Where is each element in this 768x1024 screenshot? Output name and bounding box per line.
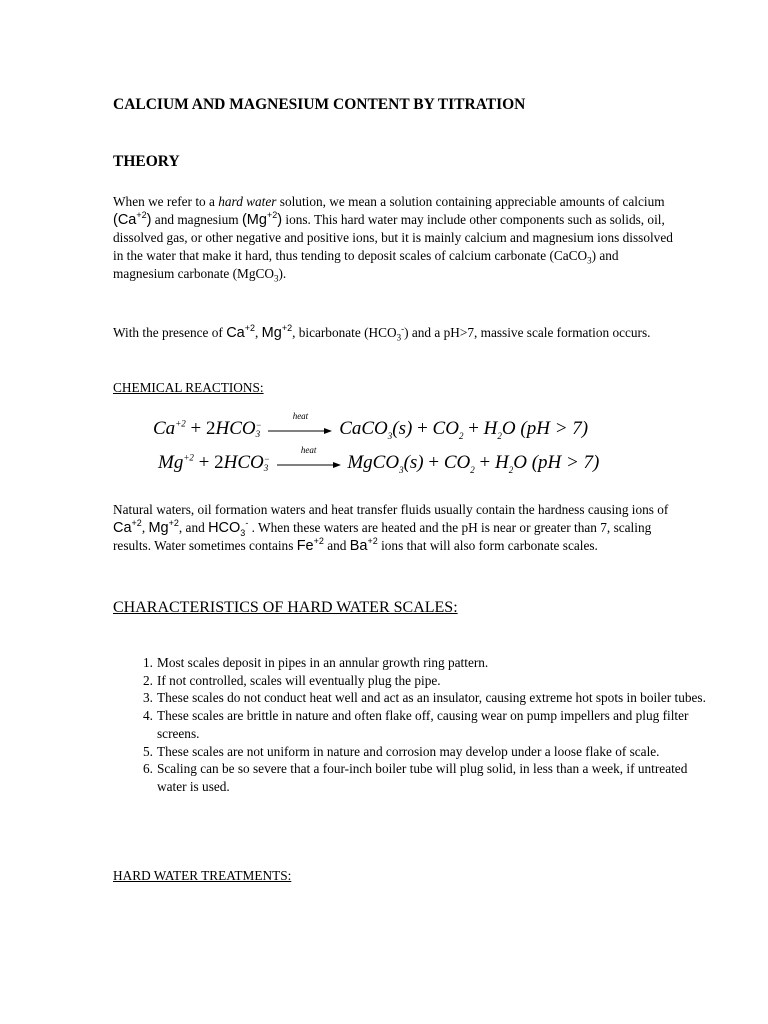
paragraph-hard-water	[113, 193, 673, 283]
text: and magnesium	[151, 212, 242, 227]
barium-ion: $Ba^{+2}$	[349, 536, 378, 554]
list-item: 5. These scales are not uniform in nature and corrosion may develop under a loose flake of scale.	[143, 743, 660, 759]
list-item: 4. These scales are brittle in nature and often flake off, causing wear on pump impellers and plug filter screens.	[143, 708, 689, 741]
text: solution, we mean a solution containing appreciable amounts of calcium	[276, 194, 665, 209]
text: When we refer to a	[113, 194, 219, 209]
reaction-arrow: heat	[268, 423, 332, 437]
list-item: 2. If not controlled, scales will eventually plug the pipe.	[143, 672, 441, 688]
paragraph-natural-waters	[113, 501, 673, 555]
subscript: 3	[587, 255, 592, 266]
list-item: 1. Most scales deposit in pipes in an annular growth ring pattern.	[143, 655, 489, 670]
text: ions. This hard water may include other components such as solids, oil, dissolved gas, or other negative and positive ions, but it is mainly calcium and magnesium ions dissolved in the water that make it hard, thus tending to deposit scales of calcium carbonate (CaCO	[113, 212, 673, 263]
characteristics-list	[113, 654, 717, 796]
text: Natural waters, oil formation waters and heat transfer fluids usually contain the hardness causing ions of	[113, 502, 669, 517]
paragraph-scale-formation	[113, 324, 673, 342]
calcium-ion: $Ca^{+2}$	[113, 518, 142, 536]
chemical-reactions-heading: CHEMICAL REACTIONS:	[113, 380, 264, 395]
equation-magnesium: $Mg^{+2} + 2HCO$ − 3 heat MgCO$_3$(s) + $CO_2 + H_2O$ (pH > 7)	[158, 444, 600, 475]
calcium-ion: $(Ca^{+2})$	[113, 210, 152, 228]
subscript: 3	[274, 273, 279, 284]
magnesium-ion: $(Mg^{+2})$	[241, 210, 283, 228]
list-item: 6. Scaling can be so severe that a four-inch boiler tube will plug solid, in less than a week, if untreated water is used.	[143, 761, 688, 794]
text: ,	[141, 520, 149, 535]
reaction-arrow: heat	[277, 457, 341, 471]
text: ) and magnesium carbonate (MgCO	[113, 248, 619, 281]
iron-ion: $Fe^{+2}$	[296, 536, 324, 554]
text: ).	[278, 266, 287, 281]
text: With the presence of	[113, 325, 227, 340]
emphasis-hard-water: hard water	[218, 194, 277, 209]
text: . When these waters are heated and the pH is near or greater than 7, scaling results. Water sometimes contains	[113, 520, 652, 553]
subscript: 3	[396, 332, 402, 343]
theory-heading: THEORY	[113, 153, 180, 170]
text: and	[323, 538, 350, 553]
text: ) and a pH>7, massive scale formation occurs.	[404, 325, 651, 340]
text: , and	[178, 520, 209, 535]
magnesium-ion: $Mg^{+2}$	[148, 518, 179, 536]
bicarbonate-ion: $HCO_3^-$	[208, 518, 249, 538]
list-item: 3. These scales do not conduct heat well and act as an insulator, causing extreme hot spots in boiler tubes.	[143, 690, 706, 706]
magnesium-ion: $Mg^{+2}$	[261, 323, 293, 341]
text: ions that will also form carbonate scales.	[377, 538, 598, 553]
text: ,	[255, 325, 262, 340]
superscript: -	[401, 323, 405, 334]
characteristics-heading: CHARACTERISTICS OF HARD WATER SCALES:	[113, 599, 458, 616]
text: , bicarbonate (HCO	[292, 325, 397, 340]
treatments-heading: HARD WATER TREATMENTS:	[113, 868, 292, 883]
calcium-ion: $Ca^{+2}$	[226, 323, 255, 341]
equation-calcium: $Ca^{+2} + 2HCO$ − 3 heat CaCO$_3$(s) + $CO_2 + H_2O$ (pH > 7)	[153, 410, 589, 441]
page-title: CALCIUM AND MAGNESIUM CONTENT BY TITRATION	[113, 96, 526, 113]
